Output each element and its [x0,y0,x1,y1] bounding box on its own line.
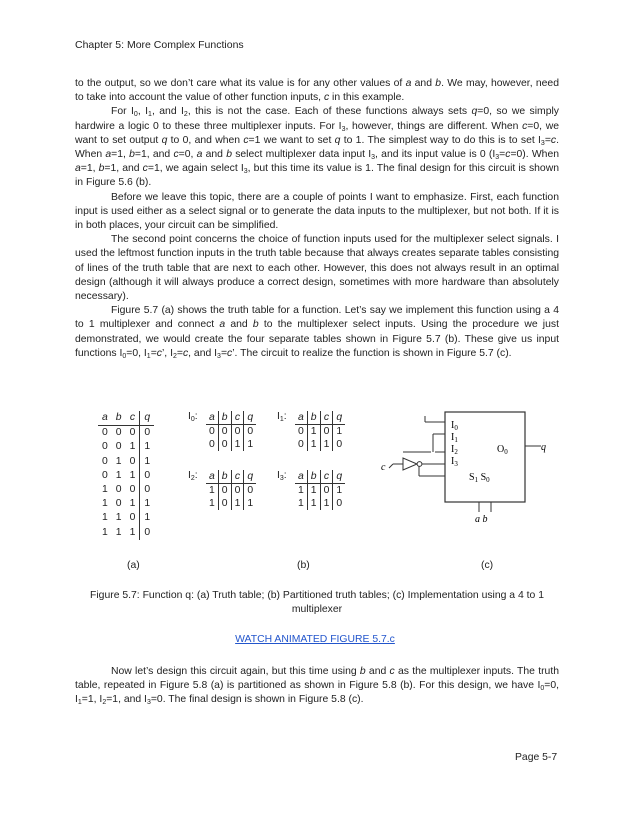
partition-header: a [206,411,218,425]
table-cell: 0 [102,455,108,467]
partition-header: q [333,411,345,425]
table-cell: 1 [115,512,122,524]
table-cell: 0 [115,441,122,453]
output-signal-q: q [541,442,546,453]
table-row [206,425,256,439]
partition-label: $I_3$: [277,470,287,482]
paragraph: Now let’s design this circuit again, but this time using b and c as the multiplexer inputs. The truth table, repeated in Figure 5.8 (a) is partitioned as shown in Figure 5.8 (b). For this design, we have $I_0=0$, $I_1=1$, $I_2=1$, and $I_3=0$. The final design is shown in Figure 5.8 (c). [75,666,559,707]
partition-label: $I_2$: [188,470,198,482]
table-cell: 1 [140,455,154,469]
table-cell: 1 [115,469,122,481]
partition-header: b [307,470,320,484]
table-cell: 1 [129,469,136,481]
table-cell: 0 [140,526,154,540]
truth-table-header: b [112,411,126,426]
partition-label: $I_0$: [188,411,198,423]
table-cell: 0 [115,484,122,496]
paragraph: to the output, so we don’t care what its value is for any other values of a and b. We may, however, need to take into account the value of other function inputs, c in this example. [75,78,559,104]
table-cell: 1 [209,498,215,509]
watch-animated-figure-link[interactable]: WATCH ANIMATED FIGURE 5.7.c [235,634,395,645]
mux-input-i0: $I_0$ [451,420,458,432]
table-cell: 1 [333,425,345,439]
body-text-2 [75,665,559,708]
table-row [206,497,256,510]
partition-header: c [320,411,333,425]
partition-header: q [244,411,256,425]
table-cell: 1 [244,438,256,451]
subfig-label-a: (a) [127,560,140,571]
table-cell: 0 [129,484,136,496]
table-cell: 0 [333,497,345,510]
subfig-label-c: (c) [481,560,494,571]
table-row [98,497,154,511]
table-cell: 1 [307,425,320,439]
partition-header: b [218,470,231,484]
table-cell: 1 [129,441,136,453]
multiplexer-diagram [373,408,553,528]
table-cell: 1 [209,485,215,496]
table-cell: 0 [244,484,256,498]
partition-table [295,470,345,510]
table-row [98,455,154,469]
table-row [98,469,154,483]
table-cell: 0 [102,441,108,453]
table-cell: 0 [333,438,345,451]
table-cell: 0 [298,426,304,437]
partition-header: q [244,470,256,484]
page-header: Chapter 5: More Complex Functions [75,39,244,51]
table-cell: 0 [244,425,256,439]
table-cell: 0 [129,455,136,467]
paragraph: For $I_0$, $I_1$, and $I_2$, this is not the case. Each of these functions always sets q=0, so we simply hardwire a logic 0 to these three multiplexer inputs. For $I_3$, however, things are different. When c=0, we want to set output q to 0, and when c=1 we want to set q to 1. The simplest way to do this is to set $I_3=c$. When a=1, b=1, and c=0, a and b select multiplexer data input $I_3$, and its input value is 0 $(I_3=c=0)$. When a=1, b=1, and c=1, we again select $I_3$, but this time its value is 1. The final design for this circuit is shown in Figure 5.6 (b). [75,106,560,189]
table-cell: 1 [129,526,136,538]
table-row [295,438,345,451]
table-cell: 1 [298,485,304,496]
table-row [295,425,345,439]
table-cell: 0 [298,439,304,450]
paragraph: Figure 5.7 (a) shows the truth table for a function. Let’s say we implement this function using a 4 to 1 multiplexer and connect a and b to the multiplexer select inputs. Using the procedure we just demonstrated, we would create the four separate tables shown in Figure 5.7 (b). These give us input functions $I_0=0$, $I_1=c$’, $I_2=c$, and $I_3=c$’. The circuit to realize the function is shown in Figure 5.7 (c). [75,305,559,360]
table-cell: 0 [218,425,231,439]
table-cell: 0 [129,512,136,524]
table-cell: 1 [320,438,333,451]
partition-header: c [320,470,333,484]
partition-label: $I_1$: [277,411,287,423]
table-cell: 1 [115,526,122,538]
table-cell: 0 [129,427,136,439]
table-cell: 1 [115,455,122,467]
table-cell: 1 [244,497,256,510]
table-cell: 1 [102,526,108,538]
table-cell: 0 [218,497,231,510]
table-row [98,511,154,525]
table-cell: 1 [140,497,154,511]
table-row [98,440,154,454]
table-cell: 0 [218,438,231,451]
partition-header: b [218,411,231,425]
table-row [206,438,256,451]
table-cell: 0 [209,439,215,450]
table-cell: 1 [102,498,108,510]
paragraph: Before we leave this topic, there are a couple of points I want to emphasize. First, each function input is used either as a select signal or to generate the data inputs to the multiplexer, but not both. If it is in both places, your circuit can be simplified. [75,191,559,232]
partition-header: a [206,470,218,484]
table-cell: 0 [218,484,231,498]
table-row [295,484,345,498]
table-cell: 0 [140,483,154,497]
table-cell: 1 [231,497,244,510]
table-cell: 1 [320,497,333,510]
page-number: Page 5-7 [515,752,558,763]
table-cell: 0 [231,484,244,498]
figure-caption: Figure 5.7: Function q: (a) Truth table; (b) Partitioned truth tables; (c) Implementation using a 4 to 1 multiplexer [90,590,544,616]
partition-header: a [295,470,307,484]
table-cell: 0 [115,427,122,439]
table-cell: 1 [140,511,154,525]
partition-table [206,470,256,510]
table-row [206,484,256,498]
truth-table-header: a [98,411,112,426]
table-cell: 1 [102,512,108,524]
select-signals-ab: a b [475,514,488,525]
table-cell: 1 [307,497,320,510]
table-cell: 1 [298,498,304,509]
partition-table [295,411,345,451]
truth-table [98,411,154,540]
partition-header: a [295,411,307,425]
table-cell: 0 [209,426,215,437]
table-row [295,497,345,510]
table-row [98,426,154,441]
table-cell: 1 [307,438,320,451]
table-cell: 0 [231,425,244,439]
table-cell: 0 [140,426,154,441]
body-text [75,77,559,361]
table-cell: 1 [231,438,244,451]
partition-table [206,411,256,451]
partition-header: b [307,411,320,425]
truth-table-header: q [140,411,154,426]
table-row [98,526,154,540]
table-cell: 0 [320,484,333,498]
mux-input-i1: $I_1$ [451,432,458,444]
table-cell: 1 [307,484,320,498]
table-cell: 1 [102,484,108,496]
paragraph: The second point concerns the choice of function inputs used for the multiplexer select signals. I used the leftmost function inputs in the truth table because that always creates separate tables consisting of lines of the truth table that are next to each other. However, this does not always result in an optimal design (although it will always produce a correct design, sometimes with more hardware than absolutely necessary). [75,234,559,303]
table-cell: 1 [333,484,345,498]
table-cell: 0 [320,425,333,439]
mux-input-i3: $I_3$ [451,456,458,468]
partition-header: q [333,470,345,484]
table-cell: 1 [140,440,154,454]
mux-output-port: $O_0$ [497,444,508,456]
table-cell: 1 [129,498,136,510]
table-cell: 0 [115,498,122,510]
mux-select-ports: $S_1$ $S_0$ [469,472,490,484]
subfig-label-b: (b) [297,560,310,571]
partition-header: c [231,470,244,484]
table-cell: 0 [140,469,154,483]
table-cell: 0 [102,469,108,481]
partition-header: c [231,411,244,425]
table-row [98,483,154,497]
table-cell: 0 [102,427,108,439]
mux-input-i2: $I_2$ [451,444,458,456]
input-signal-c: c [381,462,386,473]
truth-table-header: c [126,411,140,426]
